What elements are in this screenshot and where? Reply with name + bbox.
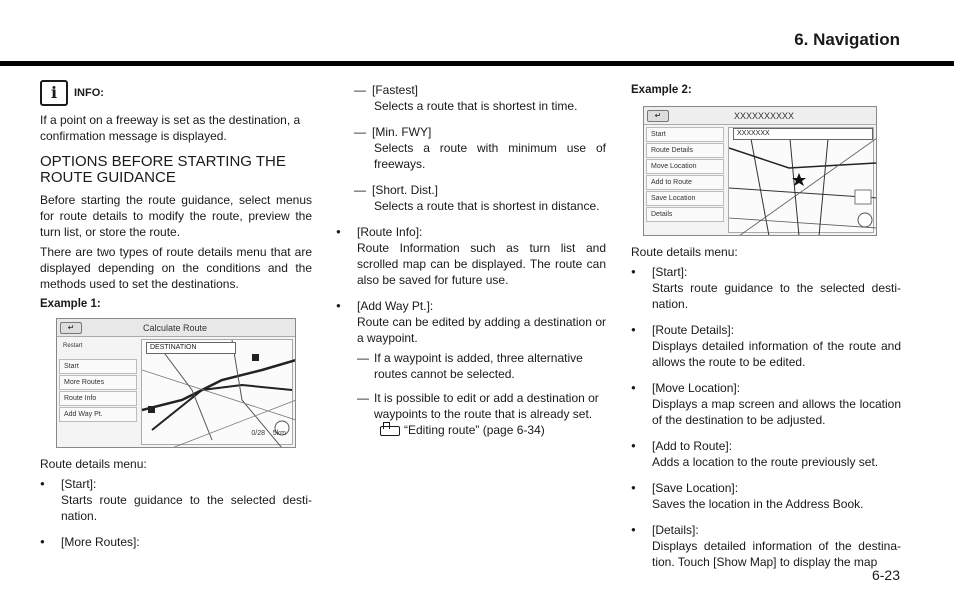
example-label: Example 2: [631, 84, 692, 96]
screen-side-label: Restart [63, 343, 83, 349]
screen-map [141, 339, 293, 445]
screen-menu-item: Start [646, 127, 724, 142]
screen-topbar [644, 107, 876, 125]
header-rule [0, 61, 954, 66]
bullet-desc: Route Information such as turn list and scrolled map can be displayed. The route can also be saved for future use. [357, 241, 606, 287]
bullet-item: ● [Start]: [40, 476, 312, 492]
paragraph: Before starting the route guidance, select menus for route details to modify the route, preview the turn list, or store the route. [40, 193, 312, 239]
caption: Route details menu: [631, 245, 738, 259]
column-2 [336, 80, 606, 438]
column-1 [40, 80, 312, 550]
destination-banner: XXXXXXX [733, 128, 873, 140]
dash-item: — [Short. Dist.] [354, 183, 439, 197]
sub-dash-text: If a waypoint is added, three alternative routes cannot be selected. [374, 351, 583, 381]
bullet-item: ● [Details]: [631, 522, 901, 538]
info-text: If a point on a freeway is set as the destination, a confirmation message is displayed. [40, 113, 301, 143]
screen-menu-item: Add to Route [646, 175, 724, 190]
bullet-item: ● [Save Location]: [631, 480, 901, 496]
bullet-item: ● [Route Details]: [631, 322, 901, 338]
page-header-title: 6. Navigation [794, 30, 900, 49]
pointing-hand-icon [380, 426, 400, 436]
bullet-desc: Displays a map screen and allows the location of the destination to be adjusted. [652, 397, 901, 427]
bullet-desc: Starts route guidance to the selected desti-nation. [652, 281, 901, 311]
info-box [40, 80, 312, 106]
example-label: Example 1: [40, 298, 101, 310]
scale-left: 0/28 [251, 430, 265, 437]
screen-menu-item: Add Way Pt. [59, 407, 137, 422]
bullet-item: ● [More Routes]: [40, 534, 312, 550]
column-3 [631, 80, 901, 574]
screen-menu-item: Start [59, 359, 137, 374]
scale-right: 5km [272, 430, 286, 437]
screen-topbar [57, 319, 295, 337]
bullet-item: ● [Route Info]: [336, 224, 606, 240]
back-icon: ↵ [60, 322, 82, 334]
map-roads [729, 128, 877, 236]
dash-label: [Min. FWY] [372, 125, 432, 139]
destination-banner: DESTINATION [146, 342, 236, 354]
section-heading: OPTIONS BEFORE STARTING THE ROUTE GUIDANCE [40, 153, 286, 186]
bullet-desc: Route can be edited by adding a destination or a waypoint. [357, 315, 606, 345]
dash-label: [Fastest] [372, 83, 419, 97]
dash-label: [Short. Dist.] [372, 183, 439, 197]
screen-title: XXXXXXXXXX [734, 111, 795, 121]
dash-item: — [Fastest] [354, 83, 419, 97]
screen-menu-item: Save Location [646, 191, 724, 206]
screen-title: Calculate Route [143, 323, 208, 333]
map-scale [251, 426, 286, 442]
cross-reference[interactable] [336, 422, 606, 438]
screen-menu-item: Route Details [646, 143, 724, 158]
dash-item: — [Min. FWY] [354, 125, 432, 139]
reference-text[interactable]: “Editing route” (page 6-34) [404, 423, 545, 437]
bullet-desc: Starts route guidance to the selected desti-nation. [61, 493, 312, 523]
caption: Route details menu: [40, 457, 147, 471]
paragraph: There are two types of route details menu that are displayed depending on the conditions and the methods used to set the destinations. [40, 245, 312, 291]
dash-desc: Selects a route that is shortest in time. [374, 99, 578, 113]
bullet-item: ● [Add to Route]: [631, 438, 901, 454]
screen-menu [59, 359, 137, 423]
bullet-item: ● [Add Way Pt.]: [336, 298, 606, 314]
dash-desc: Selects a route with minimum use of freeways. [374, 141, 606, 171]
bullet-desc: Displays detailed information of the destina-tion. Touch [Show Map] to display the map [652, 539, 901, 569]
page-number: 6-23 [871, 567, 900, 583]
back-icon: ↵ [647, 110, 669, 122]
sub-dash-text: It is possible to edit or add a destination or waypoints to the route that is already set. [374, 391, 599, 421]
info-icon: i [40, 80, 68, 106]
info-label: INFO: [74, 87, 104, 99]
bullet-item: ● [Start]: [631, 264, 901, 280]
screen-menu-item: Move Location [646, 159, 724, 174]
screen-menu [646, 127, 724, 223]
screen-menu-item: Route Info [59, 391, 137, 406]
bullet-desc: Displays detailed information of the route and allows the route to be edited. [652, 339, 901, 369]
screen-menu-item: More Routes [59, 375, 137, 390]
bullet-desc: Saves the location in the Address Book. [652, 497, 864, 511]
screenshot-calculate-route [56, 318, 296, 448]
screen-map [728, 127, 874, 233]
sub-dash-item: — If a waypoint is added, three alternative routes cannot be selected. [357, 351, 583, 381]
dash-desc: Selects a route that is shortest in distance. [374, 199, 600, 213]
screen-menu-item: Details [646, 207, 724, 222]
sub-dash-item: — It is possible to edit or add a destination or waypoints to the route that is already set. [357, 391, 599, 421]
bullet-item: ● [Move Location]: [631, 380, 901, 396]
bullet-desc: Adds a location to the route previously set. [652, 455, 879, 469]
screenshot-route-details [643, 106, 877, 236]
